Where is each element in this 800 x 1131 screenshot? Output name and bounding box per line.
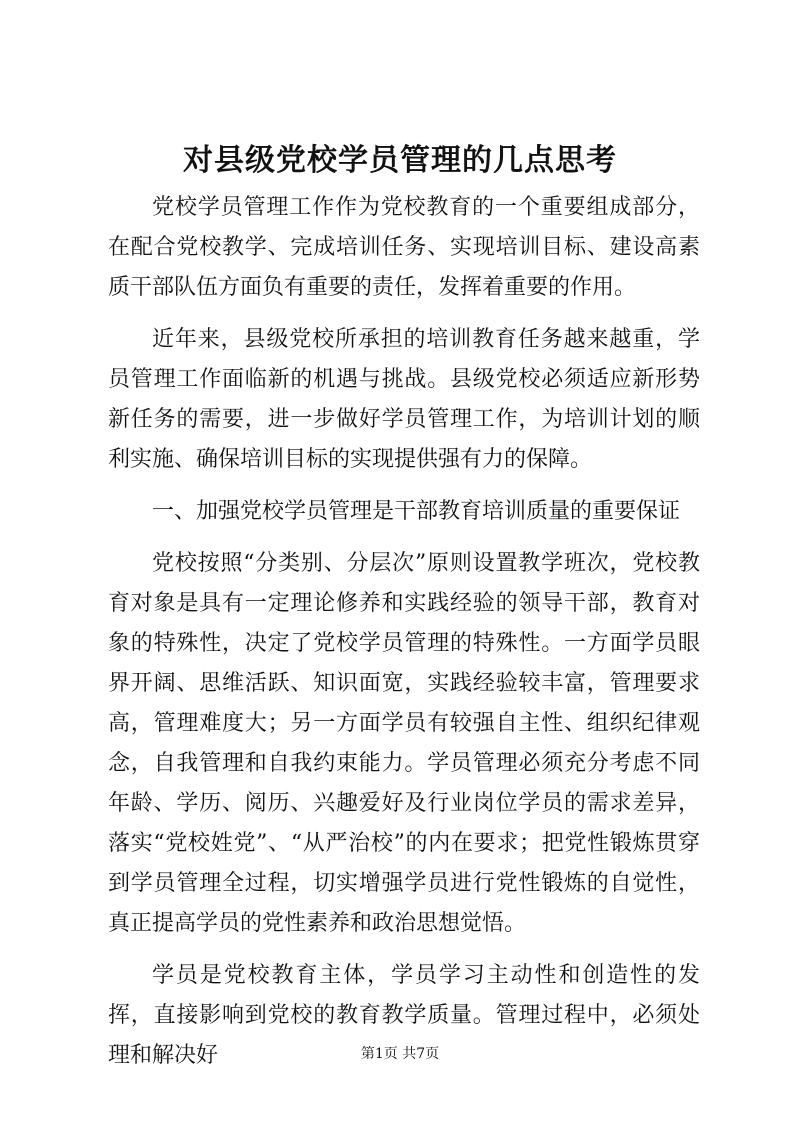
document-body <box>108 188 700 1088</box>
section-heading: 一、加强党校学员管理是干部教育培训质量的重要保证 <box>152 499 681 524</box>
document-title: 对县级党校学员管理的几点思考 <box>183 143 617 178</box>
paragraph: 学员是党校教育主体，学员学习主动性和创造性的发挥，直接影响到党校的教育教学质量。管理过程中，必须处理和解决好 <box>108 963 700 1068</box>
paragraph: 党校学员管理工作作为党校教育的一个重要组成部分，在配合党校教学、完成培训任务、实现培训目标、建设高素质干部队伍方面负有重要的责任，发挥着重要的作用。 <box>108 195 700 300</box>
paragraph: 党校按照“分类别、分层次”原则设置教学班次，党校教育对象是具有一定理论修养和实践经验的领导干部，教育对象的特殊性，决定了党校学员管理的特殊性。一方面学员眼界开阔、思维活跃、知识面宽，实践经验较丰富，管理要求高，管理难度大；另一方面学员有较强自主性、组织纪律观念，自我管理和自我约束能力。学员管理必须充分考虑不同年龄、学历、阅历、兴趣爱好及行业岗位学员的需求差异，落实“党校姓党”、“从严治校”的内在要求；把党性锻炼贯穿到学员管理全过程，切实增强学员进行党性锻炼的自觉性，真正提高学员的党性素养和政治思想觉悟。 <box>108 551 700 936</box>
page-footer: 第1页 共7页 <box>360 1046 440 1062</box>
paragraph: 近年来，县级党校所承担的培训教育任务越来越重，学员管理工作面临新的机遇与挑战。县级党校必须适应新形势新任务的需要，进一步做好学员管理工作，为培训计划的顺利实施、确保培训目标的实现提供强有力的保障。 <box>108 327 700 472</box>
